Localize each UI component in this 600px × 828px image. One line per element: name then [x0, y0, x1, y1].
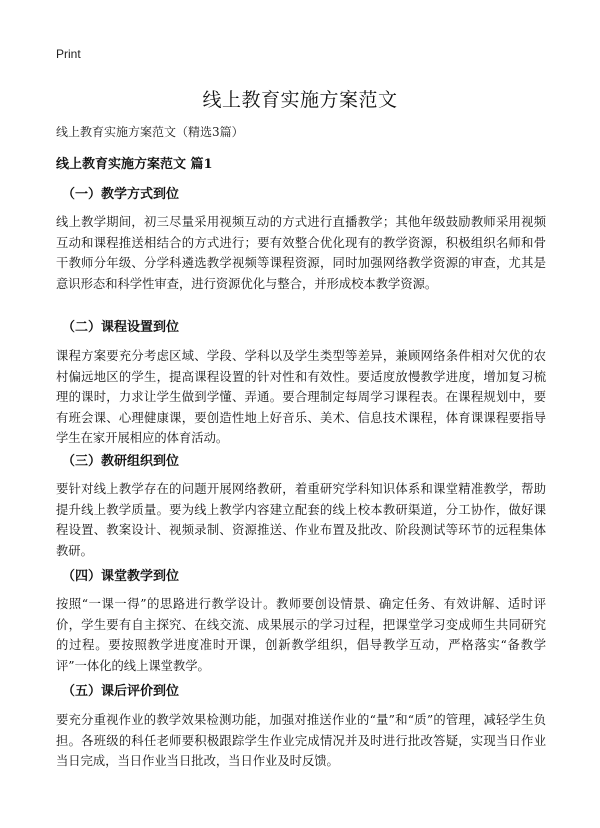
page-title: 线上教育实施方案范文	[202, 89, 398, 111]
section-heading-3: （三）教研组织到位	[62, 454, 180, 469]
section-body-1: 线上教学期间，初三尽量采用视频互动的方式进行直播教学；其他年级鼓励教师采用视频互动和课程推送相结合的方式进行；要有效整合优化现有的教学资源，积极组织名师和骨干教师分年级、分学科遴选教学视频等课程资源，同时加强网络教学资源的审查，尤其是意识形态和科学性审查，进行资源优化与整合，并形成校本教学资源。	[56, 215, 546, 291]
section-heading-5: （五）课后评价到位	[62, 684, 180, 699]
document-subtitle: 线上教育实施方案范文（精选3篇）	[56, 125, 244, 139]
section-heading-1: （一）教学方式到位	[62, 187, 180, 202]
print-link[interactable]: Print	[56, 47, 81, 61]
section-body-4: 按照“一课一得”的思路进行教学设计。教师要创设情景、确定任务、有效讲解、适时评价，学生要有自主探究、在线交流、成果展示的学习过程，把课堂学习变成师生共同研究的过程。要按照教学进度准时开课，创新教学组织，倡导教学互动，严格落实“备教学评”一体化的线上课堂教学。	[56, 597, 546, 673]
section-body-5: 要充分重视作业的教学效果检测功能，加强对推送作业的“量”和“质”的管理，减轻学生负担。各班级的科任老师要积极跟踪学生作业完成情况并及时进行批改答疑，实现当日作业当日完成，当日作业当日批改，当日作业及时反馈。	[56, 713, 546, 768]
section-body-3: 要针对线上教学存在的问题开展网络教研，着重研究学科知识体系和课堂精准教学，帮助提升线上教学质量。要为线上教学内容建立配套的线上校本教研渠道，分工协作，做好课程设置、教案设计、视频录制、资源推送、作业布置及批改、阶段测试等环节的远程集体教研。	[56, 482, 546, 558]
section-heading-4: （四）课堂教学到位	[62, 569, 180, 584]
section-heading-2: （二）课程设置到位	[62, 320, 180, 335]
article-heading: 线上教育实施方案范文 篇1	[56, 157, 213, 172]
section-body-2: 课程方案要充分考虑区域、学段、学科以及学生类型等差异，兼顾网络条件相对欠优的农村偏远地区的学生，提高课程设置的针对性和有效性。要适度放慢教学进度，增加复习梳理的课时，力求让学生做到学懂、弄通。要合理制定每周学习课程表。在课程规划中，要有班会课、心理健康课，要创造性地上好音乐、美术、信息技术课程，体育课课程要指导学生在家开展相应的体育活动。	[56, 349, 546, 445]
